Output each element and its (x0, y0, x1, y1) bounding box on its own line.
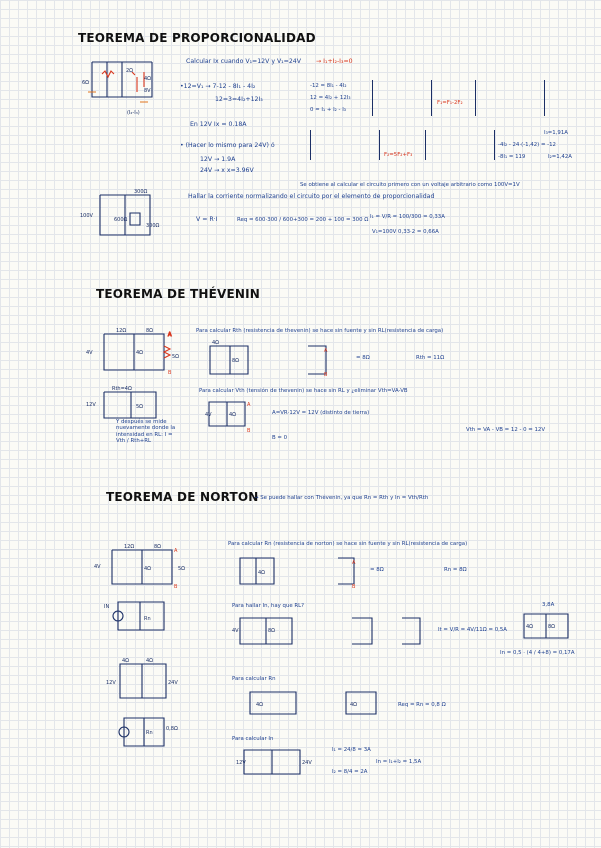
svg-text:12Ω: 12Ω (124, 544, 135, 550)
circuit-norton-req (246, 688, 396, 718)
matrix-4 (425, 130, 495, 160)
section-title-proporcionalidad: TEOREMA DE PROPORCIONALIDAD (78, 31, 316, 45)
thev-text2: Para calcular Vth (tensión de thevenin) se hace sin RL y ¿eliminar Vth=VA-VB (199, 388, 408, 394)
svg-text:0,8Ω: 0,8Ω (166, 726, 178, 732)
svg-text:4V: 4V (232, 628, 239, 634)
circuit-thevenin-rth (208, 340, 368, 378)
norton-isum: In = I₁+I₂ = 1,5A (376, 759, 422, 765)
svg-text:6Ω: 6Ω (82, 80, 90, 86)
circuit-proporcionalidad (82, 52, 172, 122)
thev-note: Y después se mide nuevamente donde la intensidad en RL: I = Vth / Rth+RL (116, 419, 176, 445)
i3: I₃=1,91A (544, 130, 568, 136)
circuit-thevenin-1 (86, 322, 186, 378)
svg-text:(I₂-I₃): (I₂-I₃) (127, 110, 140, 116)
svg-text:B: B (174, 584, 178, 590)
matrix-eq-2: 12 = 4I₂ + 12I₃ (310, 95, 351, 101)
prop-method2: • (Hacer lo mismo para 24V) ó (180, 142, 275, 149)
svg-text:8Ω: 8Ω (146, 328, 154, 334)
prop-sol1: I₁ = V/R = 100/300 = 0,33A (370, 214, 445, 220)
prop-result1: En 12V Ix = 0.18A (190, 121, 247, 128)
thev-rth: = 8Ω (356, 355, 370, 361)
svg-text:4V: 4V (94, 564, 101, 570)
matrix-3 (310, 130, 380, 160)
thev-va: A=VR·12V = 12V (distinto de tierra) (272, 410, 370, 416)
norton-text2: Para hallar In, hay que RL? (232, 603, 305, 609)
f-op3: F₂=5F₂+F₃ (384, 152, 413, 158)
prop-text2: → I₁+I₂-I₃=0 (316, 58, 353, 65)
svg-text:12V: 12V (86, 402, 96, 408)
svg-text:24V: 24V (168, 680, 178, 686)
svg-text:4Ω: 4Ω (136, 350, 144, 356)
svg-text:4Ω: 4Ω (258, 570, 266, 576)
circuit-norton-3 (106, 654, 186, 704)
prop-sol2: V₁=100V 0,33·2 = 0,66A (372, 229, 439, 235)
svg-text:100V: 100V (80, 213, 93, 219)
norton-text1: Para calcular Rn (resistencia de norton) se hace sin fuente y sin RL(resistencia de carga) (228, 541, 468, 547)
svg-text:8V: 8V (144, 88, 151, 94)
prop-ask: Hallar la corriente normalizando el circuito por el elemento de proporcionalidad (188, 193, 435, 200)
f-op1: F₁=F₁-2F₂ (437, 100, 463, 106)
svg-text:8Ω: 8Ω (232, 358, 240, 364)
norton-rnres: Req = Rn = 0,8 Ω (398, 702, 446, 708)
svg-text:4Ω: 4Ω (212, 340, 220, 346)
matrix-2 (475, 80, 545, 116)
svg-text:12V: 12V (106, 680, 116, 686)
svg-text:B: B (247, 428, 251, 434)
svg-text:5Ω: 5Ω (178, 566, 186, 572)
mesh-eq2: 12=3=4I₂+12I₃ (215, 96, 263, 103)
thev-text1: Para calcular Rth (resistencia de thevenin) se hace sin fuente y sin RL(resistencia de carga) (196, 328, 444, 334)
norton-i1: I₁ = 24/8 = 3A (332, 747, 371, 753)
prop-veq: V = R·I (196, 216, 218, 223)
section-title-thevenin: TEOREMA DE THÉVENIN (96, 287, 261, 301)
svg-text:A: A (174, 548, 178, 554)
i1-val: I₂=1,42A (548, 154, 572, 160)
svg-text:12V: 12V (236, 760, 246, 766)
svg-text:12Ω: 12Ω (116, 328, 127, 334)
norton-text4: Para calcular In (232, 736, 274, 742)
svg-text:4V: 4V (86, 350, 93, 356)
norton-rth: = 8Ω (370, 567, 384, 573)
thev-rth-eq: Rth = 11Ω (416, 355, 445, 361)
svg-text:600Ω: 600Ω (114, 217, 128, 223)
norton-rn-eq: Rn = 8Ω (444, 567, 467, 573)
i2-eq: -4I₂ - 24·(-1,42) = -12 (498, 142, 556, 148)
svg-text:4Ω: 4Ω (146, 658, 154, 664)
svg-text:4Ω: 4Ω (350, 702, 358, 708)
thev-vth: Vth = VA - VB = 12 - 0 = 12V (466, 427, 546, 433)
svg-text:2Ω: 2Ω (126, 68, 134, 74)
circuit-norton-in-2 (518, 610, 578, 644)
norton-val38: 3,8A (542, 602, 555, 608)
norton-text3: Para calcular Rn (232, 676, 276, 682)
svg-text:4Ω: 4Ω (122, 658, 130, 664)
svg-text:IN: IN (104, 604, 110, 610)
circuit-thevenin-2 (86, 384, 176, 424)
svg-text:B: B (352, 584, 356, 590)
matrix-eq-3: 0 = I₁ + I₂ - I₃ (310, 107, 346, 113)
mesh-eq1: •12=V₁ → 7-12 - 8I₁ - 4I₂ (180, 83, 256, 90)
svg-text:A: A (352, 560, 356, 566)
svg-text:A: A (168, 332, 172, 338)
svg-text:B: B (168, 370, 172, 376)
svg-text:8Ω: 8Ω (268, 628, 276, 634)
norton-arrow: → Se puede hallar con Thévenin, ya que Rn = Rth y In = Vth/Rth (254, 495, 429, 501)
circuit-norton-rn (238, 554, 368, 590)
prop-req: Req = 600·300 / 600+300 = 200 + 100 = 300 Ω (237, 217, 369, 223)
svg-text:24V: 24V (302, 760, 312, 766)
svg-text:300Ω: 300Ω (134, 189, 148, 195)
i1-eq: -8I₁ = 119 (498, 154, 526, 160)
svg-text:5Ω: 5Ω (136, 404, 144, 410)
svg-text:Rn: Rn (144, 616, 151, 622)
svg-text:Rn: Rn (146, 730, 153, 736)
svg-text:4Ω: 4Ω (526, 624, 534, 630)
svg-text:4Ω: 4Ω (144, 76, 152, 82)
matrix-eq-1: -12 = 8I₁ - 4I₂ (310, 83, 347, 89)
svg-text:4Ω: 4Ω (144, 566, 152, 572)
svg-text:4Ω: 4Ω (256, 702, 264, 708)
circuit-proporcionalidad-2 (80, 185, 170, 245)
circuit-norton-4 (110, 712, 180, 752)
norton-it: It = V/R = 4V/11Ω = 0,5A (438, 627, 507, 633)
svg-text:300Ω: 300Ω (146, 223, 160, 229)
svg-text:4V: 4V (205, 412, 212, 418)
prop-rule1: 12V → 1.9A (200, 156, 236, 163)
matrix-1 (372, 80, 432, 116)
svg-text:A: A (324, 348, 328, 354)
circuit-norton-in-3 (236, 746, 316, 778)
prop-arrow-note: Se obtiene al calcular el circuito primero con un voltaje arbitrario como 100V=1V (300, 182, 520, 188)
norton-in: In = 0,5 · (4 / 4+8) = 0,17A (500, 650, 575, 656)
svg-text:4Ω: 4Ω (229, 412, 237, 418)
circuit-norton-2 (104, 598, 184, 638)
circuit-norton-1 (94, 540, 194, 590)
prop-text1: Calcular Ix cuando V₁=12V y V₁=24V (186, 58, 301, 65)
svg-text:8Ω: 8Ω (154, 544, 162, 550)
circuit-norton-in (232, 614, 432, 650)
svg-text:Rth=4Ω: Rth=4Ω (112, 386, 132, 392)
svg-text:8Ω: 8Ω (548, 624, 556, 630)
svg-text:B: B (324, 372, 328, 378)
thev-vb: B = 0 (272, 435, 288, 441)
section-title-norton: TEOREMA DE NORTON (106, 490, 259, 504)
circuit-thevenin-vth (205, 398, 255, 432)
prop-rule2: 24V → x x=3.96V (200, 167, 254, 174)
norton-i2: I₂ = 8/4 = 2A (332, 769, 368, 775)
svg-text:A: A (247, 402, 251, 408)
svg-text:5Ω: 5Ω (172, 354, 180, 360)
